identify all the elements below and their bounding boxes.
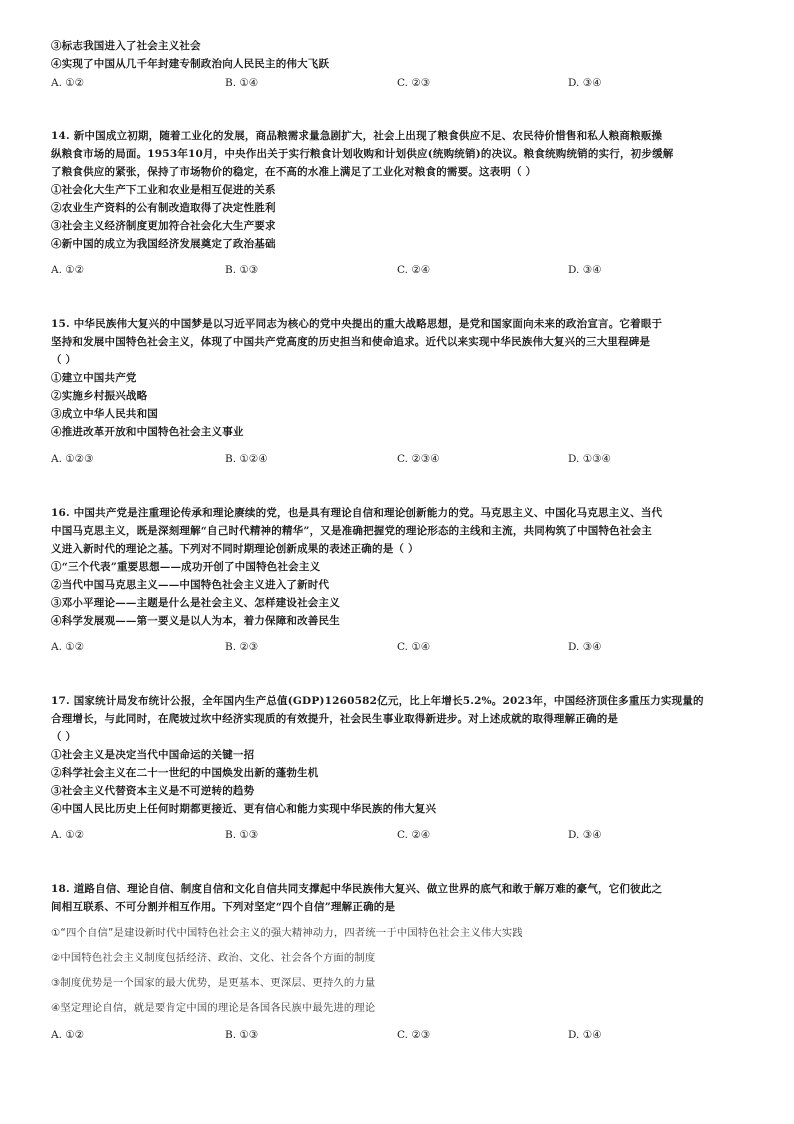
statement-3: ③制度优势是一个国家的最大优势，是更基本、更深层、更持久的力量 xyxy=(51,977,376,989)
option-a[interactable]: A. ①② xyxy=(51,77,85,89)
question-stem-line: 纵粮食市场的局面。1953年10月，中央作出关于实行粮食计划收购和计划供应(统购统销)的决议。粮食统购统销的实行，初步缓解 xyxy=(51,148,674,160)
option-b[interactable]: B. ①④ xyxy=(225,77,259,89)
statement-3: ③社会主义经济制度更加符合社会化大生产要求 xyxy=(51,220,276,232)
options-row xyxy=(51,452,751,466)
question-stem-line: 了粮食供应的紧张，保持了市场物价的稳定，在不高的水准上满足了工业化对粮食的需要。这表明（ ） xyxy=(51,166,537,178)
answer-blank: （ ） xyxy=(51,354,77,366)
question-stem-line: 15. 中华民族伟大复兴的中国梦是以习近平同志为核心的党中央提出的重大战略思想，是党和国家面向未来的政治宣言。它着眼于 xyxy=(51,318,663,330)
option-c[interactable]: C. ②③④ xyxy=(397,453,440,465)
question-stem-line: 坚持和发展中国特色社会主义，体现了中国共产党高度的历史担当和使命追求。近代以来实现中华民族伟大复兴的三大里程碑是 xyxy=(51,336,651,348)
statement-2: ②农业生产资料的公有制改造取得了决定性胜利 xyxy=(51,202,276,214)
option-a[interactable]: A. ①② xyxy=(51,1029,85,1041)
question-stem-line: 间相互联系、不可分割并相互作用。下列对坚定“四个自信”理解正确的是 xyxy=(51,901,396,913)
options-row xyxy=(51,1028,751,1042)
question-stem-line: 中国马克思主义，既是深刻理解“自己时代精神的精华”，又是准确把握党的理论形态的主线和主流，共同构筑了中国特色社会主 xyxy=(51,525,652,537)
option-b[interactable]: B. ①③ xyxy=(225,829,259,841)
statement-3: ③邓小平理论——主题是什么是社会主义、怎样建设社会主义 xyxy=(51,597,340,609)
statement-3: ③成立中华人民共和国 xyxy=(51,408,158,420)
statement-2: ②科学社会主义在二十一世纪的中国焕发出新的蓬勃生机 xyxy=(51,767,319,779)
options-row xyxy=(51,263,751,277)
option-a[interactable]: A. ①② xyxy=(51,641,85,653)
option-d[interactable]: D. ③④ xyxy=(568,264,602,276)
option-c[interactable]: C. ②④ xyxy=(397,829,431,841)
options-row xyxy=(51,828,751,842)
question-stem-line: 16. 中国共产党是注重理论传承和理论赓续的党，也是具有理论自信和理论创新能力的党。马克思主义、中国化马克思主义、当代 xyxy=(51,507,663,519)
statement-2: ②中国特色社会主义制度包括经济、政治、文化、社会各个方面的制度 xyxy=(51,952,376,964)
question-stem-line: 18. 道路自信、理论自信、制度自信和文化自信共同支撑起中华民族伟大复兴、做立世界的底气和敢于解万难的豪气，它们彼此之 xyxy=(51,883,663,895)
statement-1: ①“三个代表”重要思想——成功开创了中国特色社会主义 xyxy=(51,561,321,573)
options-row xyxy=(51,640,751,654)
option-c[interactable]: C. ②③ xyxy=(397,77,431,89)
option-d[interactable]: D. ③④ xyxy=(568,641,602,653)
option-c[interactable]: C. ①④ xyxy=(397,641,431,653)
statement-3: ③标志我国进入了社会主义社会 xyxy=(51,40,201,52)
statement-2: ②实施乡村振兴战略 xyxy=(51,390,148,402)
statement-1: ①社会化大生产下工业和农业是相互促进的关系 xyxy=(51,184,276,196)
option-d[interactable]: D. ①④ xyxy=(568,1029,602,1041)
option-c[interactable]: C. ②④ xyxy=(397,264,431,276)
option-b[interactable]: B. ②③ xyxy=(225,641,259,653)
statement-2: ②当代中国马克思主义——中国特色社会主义进入了新时代 xyxy=(51,579,330,591)
question-stem-line: 14. 新中国成立初期，随着工业化的发展，商品粮需求量急剧扩大，社会上出现了粮食供应不足、农民待价惜售和私人粮商粮贩操 xyxy=(51,130,663,142)
statement-1: ①建立中国共产党 xyxy=(51,372,137,384)
statement-4: ④新中国的成立为我国经济发展奠定了政治基础 xyxy=(51,238,276,250)
statement-1: ①“四个自信”是建设新时代中国特色社会主义的强大精神动力，四者统一于中国特色社会主义伟大实践 xyxy=(51,927,523,939)
statement-4: ④推进改革开放和中国特色社会主义事业 xyxy=(51,426,244,438)
option-c[interactable]: C. ②③ xyxy=(397,1029,431,1041)
question-stem-line: 17. 国家统计局发布统计公报，全年国内生产总值(GDP)1260582亿元，比上年增长5.2%。2023年，中国经济顶住多重压力实现量的 xyxy=(51,695,704,707)
option-a[interactable]: A. ①②③ xyxy=(51,453,94,465)
statement-4: ④中国人民比历史上任何时期都更接近、更有信心和能力实现中华民族的伟大复兴 xyxy=(51,803,437,815)
option-b[interactable]: B. ①③ xyxy=(225,264,259,276)
statement-3: ③社会主义代替资本主义是不可逆转的趋势 xyxy=(51,785,255,797)
statement-1: ①社会主义是决定当代中国命运的关键一招 xyxy=(51,749,255,761)
options-row xyxy=(51,76,751,90)
option-a[interactable]: A. ①② xyxy=(51,829,85,841)
question-stem-line: 合理增长，与此同时，在爬坡过坎中经济实现质的有效提升，社会民生事业取得新进步。对上述成就的取得理解正确的是 xyxy=(51,713,619,725)
option-d[interactable]: D. ①③④ xyxy=(568,453,611,465)
statement-4: ④科学发展观——第一要义是以人为本，着力保障和改善民生 xyxy=(51,615,340,627)
option-d[interactable]: D. ③④ xyxy=(568,829,602,841)
option-d[interactable]: D. ③④ xyxy=(568,77,602,89)
option-b[interactable]: B. ①③ xyxy=(225,1029,259,1041)
answer-blank: （ ） xyxy=(51,731,77,743)
statement-4: ④坚定理论自信，就是要肯定中国的理论是各国各民族中最先进的理论 xyxy=(51,1002,376,1014)
option-b[interactable]: B. ①②④ xyxy=(225,453,268,465)
question-stem-line: 义进入新时代的理论之基。下列对不同时期理论创新成果的表述正确的是（ ） xyxy=(51,543,419,555)
option-a[interactable]: A. ①② xyxy=(51,264,85,276)
statement-4: ④实现了中国从几千年封建专制政治向人民民主的伟大飞跃 xyxy=(51,58,330,70)
